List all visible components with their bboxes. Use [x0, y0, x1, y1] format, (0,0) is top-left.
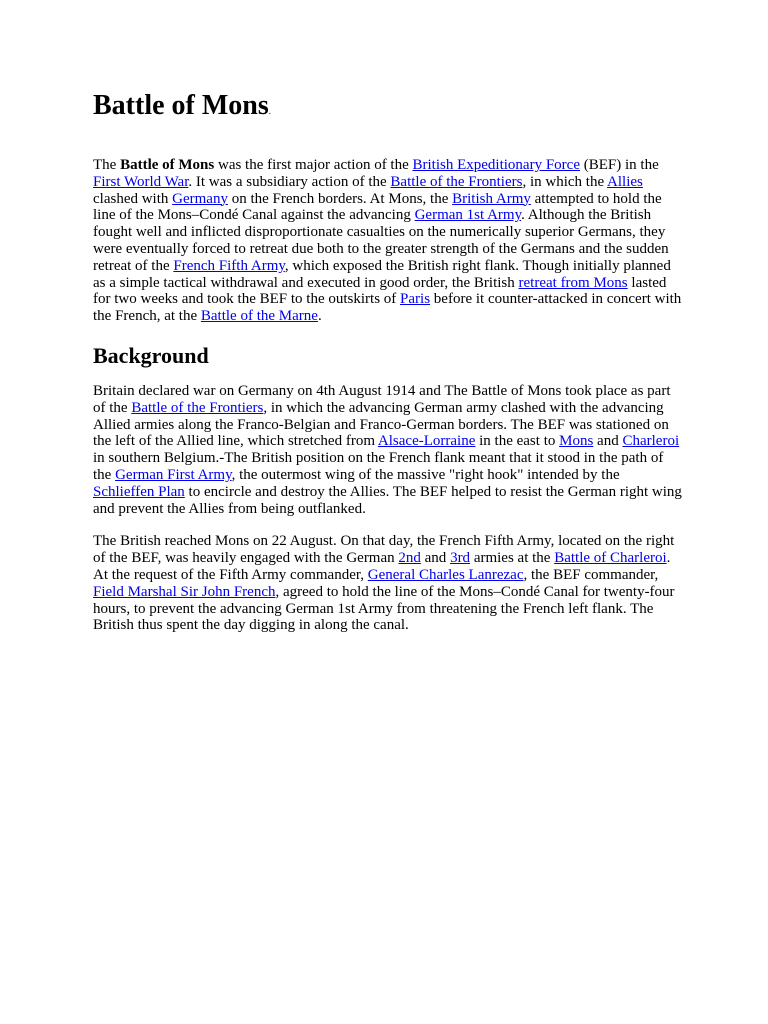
link-germany[interactable]: Germany [172, 190, 228, 207]
link-french-fifth-army[interactable]: French Fifth Army [173, 257, 285, 274]
text-run: to encircle and destroy the Allies. The BEF helped to resist the German right wing and prevent the Allies from being outflanked. [93, 483, 682, 517]
text-run: before it counter-attacked in concert with the French, at the [93, 291, 682, 325]
link-2nd[interactable]: 2nd [398, 550, 421, 567]
text-run: attempted to hold the line of the Mons–Condé Canal against the advancing [93, 190, 662, 224]
text-run: . At the request of the Fifth Army commander, [93, 550, 671, 583]
link-allies[interactable]: Allies [607, 173, 643, 190]
text-run: and [420, 550, 451, 567]
document-page [93, 80, 683, 650]
link-field-marshal-sir-john-french[interactable]: Field Marshal Sir John French [93, 583, 276, 600]
text-run: , in which the advancing German army clashed with the advancing Allied armies along the Franco-Belgian and Franco-German borders. The BEF was stationed on the left of the Allied line, which stretched from [93, 399, 669, 450]
link-alsace-lorraine[interactable]: Alsace-Lorraine [377, 433, 476, 450]
background-heading: Background [93, 342, 209, 368]
text-run: clashed with [93, 190, 173, 207]
text-run: and [593, 433, 623, 450]
text-run: in the east to [475, 433, 560, 450]
link-3rd[interactable]: 3rd [450, 550, 471, 567]
text-run: armies at the [470, 550, 555, 567]
text-run: . [317, 308, 322, 325]
link-charleroi[interactable]: Charleroi [622, 433, 680, 450]
link-battle-of-charleroi[interactable]: Battle of Charleroi [554, 550, 667, 567]
link-battle-of-the-marne[interactable]: Battle of the Marne [200, 308, 318, 325]
text-run: , the outermost wing of the massive "right hook" intended by the [231, 466, 620, 483]
link-paris[interactable]: Paris [400, 291, 431, 308]
text-run: on the French borders. At Mons, the [227, 190, 453, 207]
link-first-world-war[interactable]: First World War [93, 173, 189, 190]
page-title [93, 80, 683, 137]
text-run: . It was a subsidiary action of the [188, 173, 391, 190]
link-german-first-army[interactable]: German First Army [115, 466, 232, 483]
link-retreat-from-mons[interactable]: retreat from Mons [518, 274, 628, 291]
text-run: was the first major action of the [214, 157, 413, 173]
link-british-army[interactable]: British Army [452, 190, 531, 207]
link-battle-of-the-frontiers[interactable]: Battle of the Frontiers [390, 173, 523, 190]
text-run: in southern Belgium.-The British position on the French flank meant that it stood in the path of the [93, 450, 664, 483]
text-run: , agreed to hold the line of the Mons–Condé Canal for twenty-four hours, to prevent the advancing German 1st Army from threatening the French left flank. The British thus spent the day digging in along the canal. [93, 583, 675, 634]
link-schlieffen-plan[interactable]: Schlieffen Plan [93, 483, 185, 500]
link-british-expeditionary-force[interactable]: British Expeditionary Force [412, 157, 580, 173]
text-run: The British reached Mons on 22 August. On that day, the French Fifth Army, located on the right of the BEF, was heavily engaged with the German [93, 533, 675, 567]
link-mons[interactable]: Mons [559, 433, 594, 450]
bold-term: Battle of Mons [120, 157, 215, 173]
text-run: , the BEF commander, [523, 566, 659, 583]
title-suffix: . [268, 106, 272, 116]
text-run: . Although the British fought well and inflicted disproportionate casualties on the numerically superior Germans, they were eventually forced to retreat due both to the greater strength of the Germans and the sudden retreat of the [93, 207, 669, 274]
link-german-1st-army[interactable]: German 1st Army [414, 207, 522, 224]
text-run: lasted for two weeks and took the BEF to the outskirts of [93, 274, 667, 308]
text-run: , which exposed the British right flank. Though initially planned as a simple tactical withdrawal and executed in good order, the British [93, 257, 671, 291]
text-run: , in which the [522, 173, 608, 190]
background-paragraph-2 [93, 533, 683, 634]
background-paragraph-1 [93, 383, 683, 517]
text-run: The [93, 157, 121, 173]
link-battle-of-the-frontiers[interactable]: Battle of the Frontiers [131, 399, 264, 416]
page-title-text: Battle of Mons [93, 90, 269, 121]
text-run: (BEF) in the [579, 157, 659, 173]
text-run: Britain declared war on Germany on 4th August 1914 and The Battle of Mons took place as part of the [93, 382, 671, 416]
intro-paragraph [93, 157, 683, 325]
link-general-charles-lanrezac[interactable]: General Charles Lanrezac [367, 566, 524, 583]
